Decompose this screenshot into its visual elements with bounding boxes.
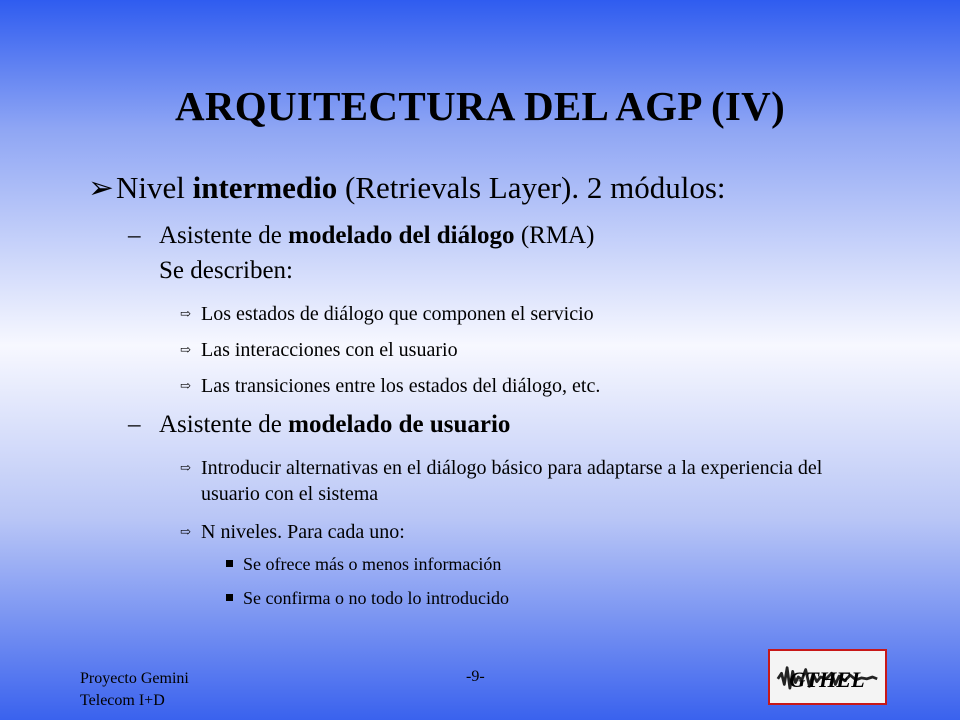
gth-logo-icon bbox=[768, 649, 887, 705]
sub-list-item bbox=[226, 554, 501, 575]
logo-text: GTHEL bbox=[789, 667, 865, 693]
module2-heading bbox=[128, 411, 510, 439]
sub-list-item bbox=[226, 588, 509, 609]
arrow-bullet-icon: ➢ bbox=[88, 170, 114, 205]
footer-org-name: Telecom I+D bbox=[80, 692, 165, 709]
page-number: -9- bbox=[466, 668, 485, 685]
module1-text-bold: modelado del diálogo bbox=[288, 222, 515, 249]
list-item-text: Los estados de diálogo que componen el servicio bbox=[201, 303, 594, 325]
list-item-text: N niveles. Para cada uno: bbox=[201, 521, 405, 543]
list-item bbox=[180, 337, 880, 363]
module2-text-bold: modelado de usuario bbox=[288, 411, 511, 438]
arrow-right-icon: ⇨ bbox=[180, 524, 191, 539]
level1-text-post: (Retrievals Layer). 2 módulos: bbox=[337, 170, 726, 205]
level1-text-pre: Nivel bbox=[116, 170, 193, 205]
list-item-text: Las interacciones con el usuario bbox=[201, 339, 458, 361]
arrow-right-icon: ⇨ bbox=[180, 460, 191, 475]
list-item-text: Introducir alternativas en el diálogo básico para adaptarse a la experiencia del usuario con el sistema bbox=[201, 457, 823, 505]
module2-text-pre: Asistente de bbox=[159, 411, 289, 438]
arrow-right-icon: ⇨ bbox=[180, 306, 191, 321]
list-item bbox=[180, 301, 880, 327]
gth-logo-graphic bbox=[770, 651, 885, 703]
list-item bbox=[180, 519, 880, 545]
list-item-text: Las transiciones entre los estados del diálogo, etc. bbox=[201, 375, 601, 397]
arrow-right-icon: ⇨ bbox=[180, 378, 191, 393]
square-bullet-icon bbox=[226, 594, 233, 601]
sub-list-item-text: Se ofrece más o menos información bbox=[243, 554, 502, 574]
module1-text-pre: Asistente de bbox=[159, 222, 289, 249]
module1-text-post: (RMA) bbox=[514, 222, 595, 249]
footer-project-name: Proyecto Gemini bbox=[80, 670, 189, 687]
sub-list-item-text: Se confirma o no todo lo introducido bbox=[243, 588, 509, 608]
module1-continuation: Se describen: bbox=[159, 257, 293, 284]
arrow-right-icon: ⇨ bbox=[180, 342, 191, 357]
square-bullet-icon bbox=[226, 560, 233, 567]
module1-heading bbox=[128, 222, 594, 250]
dash-bullet: – bbox=[128, 411, 141, 438]
list-item bbox=[180, 455, 880, 507]
level1-text-bold: intermedio bbox=[192, 170, 338, 205]
footer-project bbox=[80, 668, 189, 712]
list-item bbox=[180, 373, 880, 399]
level1-bullet-intermedio bbox=[88, 170, 726, 206]
slide-title: ARQUITECTURA DEL AGP (IV) bbox=[174, 83, 786, 129]
dash-bullet: – bbox=[128, 222, 141, 249]
